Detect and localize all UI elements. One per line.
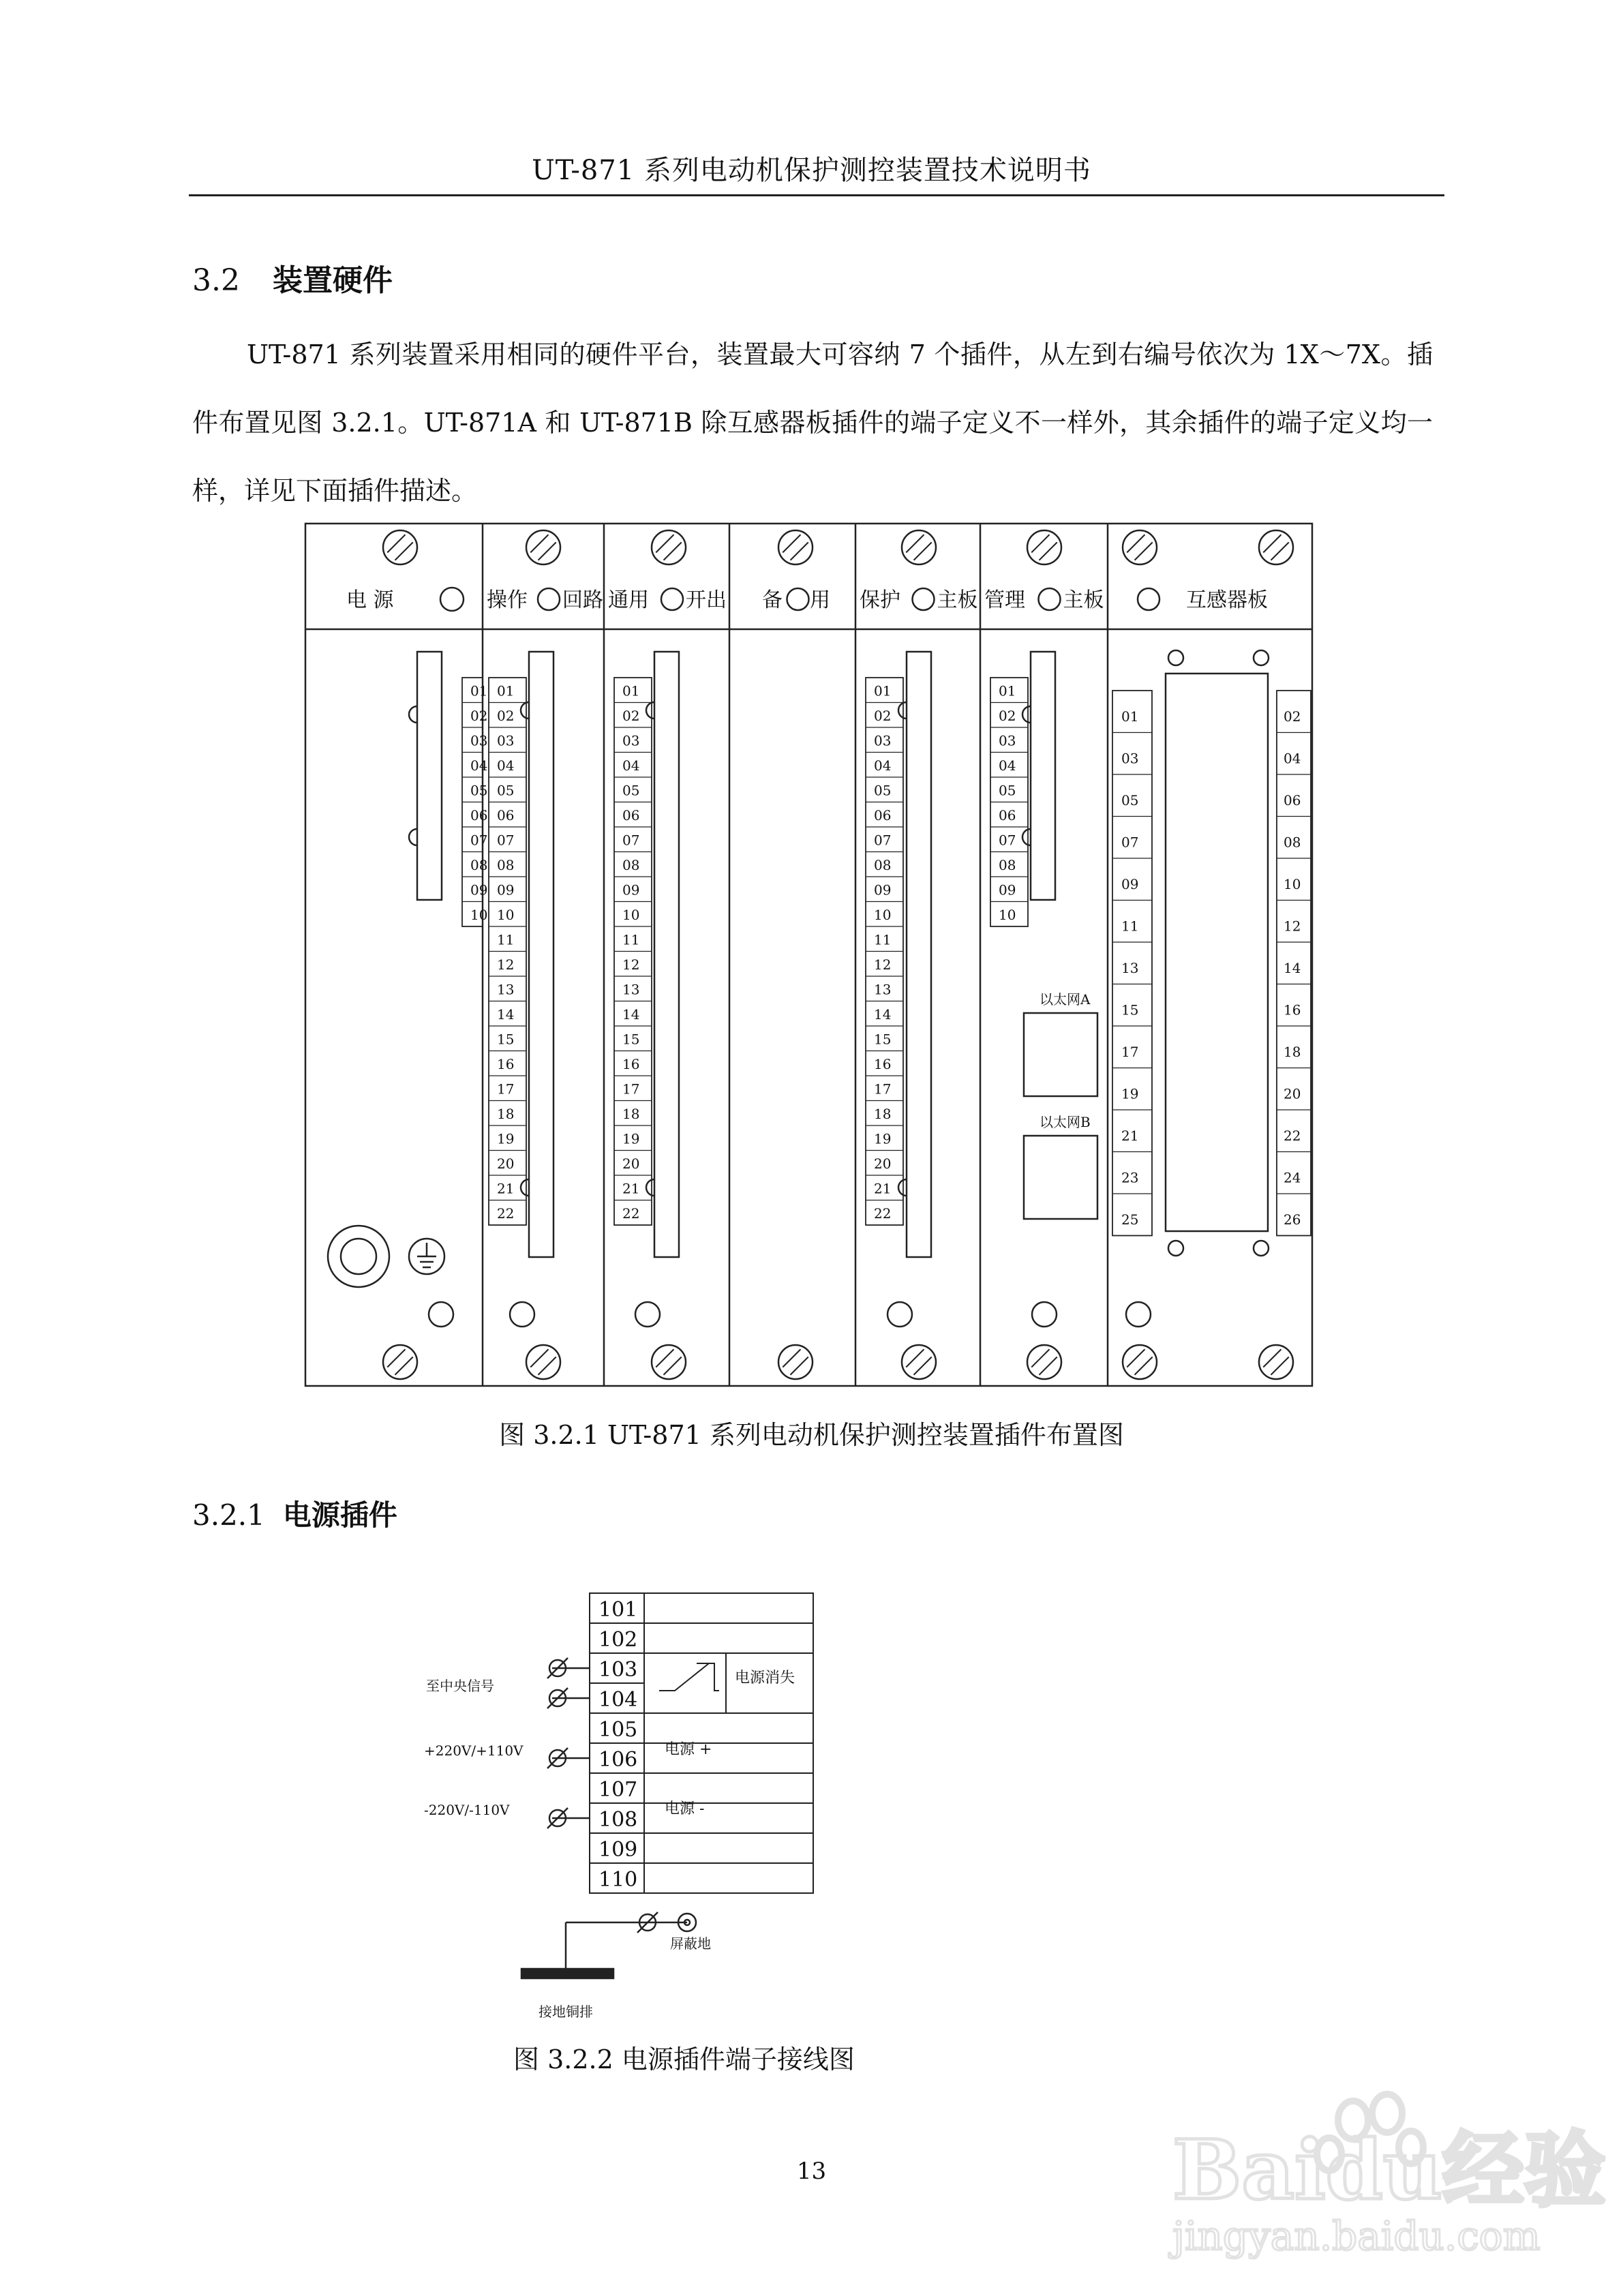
terminal-01: 01 bbox=[622, 682, 640, 699]
chassis-outline bbox=[305, 524, 1312, 1386]
terminal-08: 08 bbox=[1284, 834, 1301, 851]
led-indicator-icon bbox=[538, 588, 560, 610]
screw-icon bbox=[778, 530, 813, 564]
terminal-110: 110 bbox=[598, 1868, 638, 1892]
screw-icon bbox=[652, 1345, 686, 1379]
terminal-13: 13 bbox=[497, 981, 515, 998]
power-switch-icon bbox=[341, 1239, 376, 1274]
screw-head bbox=[383, 1345, 417, 1379]
terminal-03: 03 bbox=[999, 732, 1016, 749]
terminal-09: 09 bbox=[999, 881, 1016, 898]
terminal-05: 05 bbox=[497, 782, 515, 799]
subsection-heading bbox=[192, 1493, 397, 1534]
terminal-09: 09 bbox=[622, 881, 640, 898]
screw-icon bbox=[652, 530, 686, 564]
screw-slot bbox=[664, 543, 682, 560]
terminal-09: 09 bbox=[874, 881, 892, 898]
screw-slot bbox=[1263, 534, 1281, 552]
slot-label-operation-circuit: 操作 bbox=[487, 588, 528, 612]
positive-supply-label: +220V/+110V bbox=[424, 1742, 524, 1759]
terminal-06: 06 bbox=[999, 807, 1016, 824]
screw-slot bbox=[906, 1349, 924, 1367]
screw-head bbox=[1027, 1345, 1061, 1379]
screw-slot bbox=[387, 534, 405, 552]
screw-icon bbox=[1259, 1345, 1293, 1379]
screw-head bbox=[778, 530, 813, 564]
screw-icon bbox=[1259, 530, 1293, 564]
connector-body bbox=[654, 652, 679, 1257]
slot-label-spare: 备 bbox=[762, 588, 783, 612]
baidu-watermark bbox=[1159, 2086, 1606, 2263]
connector-notch bbox=[646, 1179, 654, 1196]
screw-icon bbox=[1027, 530, 1061, 564]
screw-slot bbox=[656, 534, 673, 552]
terminal-04: 04 bbox=[470, 757, 488, 774]
body-paragraph: UT-871 系列装置采用相同的硬件平台，装置最大可容纳 7 个插件，从左到右编号依次为 1X～7X。插件布置见图 3.2.1。UT-871A 和 UT-871B 除互感器板插件的端子定义不一样外，其余插件的端子定义均一样，详见下面插件描述。 bbox=[192, 339, 1433, 506]
terminal-01: 01 bbox=[999, 682, 1016, 699]
terminal-09: 09 bbox=[470, 881, 488, 898]
screw-head bbox=[902, 530, 936, 564]
screw-slot bbox=[1127, 534, 1144, 552]
screw-head bbox=[1027, 530, 1061, 564]
terminal-20: 20 bbox=[1284, 1085, 1301, 1102]
terminal-07: 07 bbox=[497, 832, 515, 849]
screw-slot bbox=[539, 1357, 556, 1375]
section-number: 3.2 bbox=[192, 263, 240, 298]
terminal-08: 08 bbox=[874, 857, 892, 873]
terminal-08: 08 bbox=[999, 857, 1016, 873]
terminal-08: 08 bbox=[497, 857, 515, 873]
screw-slot bbox=[1031, 1349, 1049, 1367]
terminal-11: 11 bbox=[1121, 918, 1139, 935]
chassis-contents bbox=[328, 530, 1311, 1379]
terminal-05: 05 bbox=[470, 782, 488, 799]
screw-icon bbox=[383, 530, 417, 564]
terminal-07: 07 bbox=[874, 832, 892, 849]
terminal-03: 03 bbox=[874, 732, 892, 749]
terminal-17: 17 bbox=[874, 1081, 892, 1098]
terminal-07: 07 bbox=[470, 832, 488, 849]
terminal-16: 16 bbox=[497, 1056, 515, 1072]
terminal-12: 12 bbox=[497, 956, 515, 973]
screw-head bbox=[1123, 1345, 1157, 1379]
section-heading bbox=[192, 256, 393, 299]
terminal-19: 19 bbox=[497, 1130, 515, 1147]
ground-copper-bus-icon bbox=[521, 1969, 613, 1978]
connector-body bbox=[529, 652, 553, 1257]
terminal-03: 03 bbox=[497, 732, 515, 749]
led-indicator-icon bbox=[1168, 1241, 1183, 1256]
terminal-14: 14 bbox=[497, 1006, 515, 1023]
terminal-10: 10 bbox=[1284, 876, 1301, 892]
terminal-22: 22 bbox=[622, 1205, 640, 1222]
terminal-10: 10 bbox=[622, 907, 640, 923]
terminal-01: 01 bbox=[874, 682, 892, 699]
terminal-21: 21 bbox=[497, 1180, 515, 1197]
terminal-11: 11 bbox=[622, 931, 640, 948]
connector-notch bbox=[409, 829, 417, 845]
ethernet-port-b bbox=[1024, 1136, 1097, 1219]
terminal-02: 02 bbox=[1284, 708, 1301, 725]
terminal-07: 07 bbox=[622, 832, 640, 849]
led-indicator-icon bbox=[1254, 1241, 1269, 1256]
screw-icon bbox=[1123, 1345, 1157, 1379]
terminal-07: 07 bbox=[999, 832, 1016, 849]
screw-slot bbox=[664, 1357, 682, 1375]
slot-label-protection-main: 主板 bbox=[937, 588, 978, 612]
ethernet-port-a bbox=[1024, 1013, 1097, 1096]
connector-body bbox=[417, 652, 442, 900]
led-indicator-icon bbox=[1138, 588, 1159, 610]
connector-body bbox=[1031, 652, 1055, 900]
power-positive-label: 电源 + bbox=[665, 1741, 712, 1758]
led-indicator-icon bbox=[1032, 1302, 1057, 1327]
screw-icon bbox=[778, 1345, 813, 1379]
slot-label-protection-main: 保护 bbox=[860, 588, 900, 612]
screw-head bbox=[1259, 530, 1293, 564]
slot-label-spare: 用 bbox=[810, 588, 830, 612]
screw-head bbox=[902, 1345, 936, 1379]
power-switch-icon bbox=[328, 1226, 389, 1287]
terminal-04: 04 bbox=[999, 757, 1016, 774]
terminal-05: 05 bbox=[999, 782, 1016, 799]
power-plugin-wiring-figure bbox=[416, 1568, 975, 2031]
terminal-01: 01 bbox=[497, 682, 515, 699]
led-indicator-icon bbox=[1168, 650, 1183, 665]
terminal-05: 05 bbox=[1121, 792, 1139, 809]
page-header-title: UT-871 系列电动机保护测控装置技术说明书 bbox=[532, 155, 1091, 186]
screw-head bbox=[526, 1345, 560, 1379]
plugin-layout-figure bbox=[300, 524, 1322, 1393]
terminal-16: 16 bbox=[1284, 1001, 1301, 1018]
terminal-06: 06 bbox=[470, 807, 488, 824]
terminal-15: 15 bbox=[1121, 1001, 1139, 1018]
terminal-05: 05 bbox=[622, 782, 640, 799]
terminal-18: 18 bbox=[1284, 1044, 1301, 1060]
screw-slot bbox=[1031, 534, 1049, 552]
terminal-06: 06 bbox=[622, 807, 640, 824]
ethernet-b-label: 以太网B bbox=[1040, 1114, 1091, 1130]
subsection-title: 电源插件 bbox=[282, 1498, 397, 1532]
terminal-108: 108 bbox=[598, 1808, 638, 1832]
terminal-22: 22 bbox=[1284, 1128, 1301, 1144]
watermark-url: jingyan.baidu.com bbox=[1172, 2213, 1541, 2259]
terminal-105: 105 bbox=[598, 1718, 638, 1742]
screw-slot bbox=[1135, 543, 1153, 560]
led-indicator-icon bbox=[787, 588, 809, 610]
terminal-06: 06 bbox=[497, 807, 515, 824]
terminal-103: 103 bbox=[598, 1658, 638, 1682]
terminal-24: 24 bbox=[1284, 1169, 1301, 1186]
terminal-20: 20 bbox=[622, 1155, 640, 1172]
terminal-104: 104 bbox=[598, 1688, 638, 1712]
screw-head bbox=[778, 1345, 813, 1379]
screw-icon bbox=[526, 1345, 560, 1379]
terminal-109: 109 bbox=[598, 1838, 638, 1862]
terminal-19: 19 bbox=[622, 1130, 640, 1147]
terminal-15: 15 bbox=[874, 1031, 892, 1048]
screw-head bbox=[1259, 1345, 1293, 1379]
screw-slot bbox=[656, 1349, 673, 1367]
screw-slot bbox=[1135, 1357, 1153, 1375]
terminal-22: 22 bbox=[497, 1205, 515, 1222]
terminal-14: 14 bbox=[874, 1006, 892, 1023]
terminal-17: 17 bbox=[497, 1081, 515, 1098]
led-indicator-icon bbox=[913, 588, 935, 610]
terminal-02: 02 bbox=[497, 708, 515, 724]
terminal-01: 01 bbox=[470, 682, 488, 699]
central-signal-label: 至中央信号 bbox=[426, 1678, 494, 1694]
terminal-06: 06 bbox=[874, 807, 892, 824]
screw-icon bbox=[383, 1345, 417, 1379]
screw-slot bbox=[530, 534, 548, 552]
led-indicator-icon bbox=[429, 1302, 453, 1327]
screw-icon bbox=[902, 530, 936, 564]
terminal-04: 04 bbox=[874, 757, 892, 774]
terminal-19: 19 bbox=[874, 1130, 892, 1147]
terminal-06: 06 bbox=[1284, 792, 1301, 809]
screw-slot bbox=[783, 1349, 800, 1367]
screw-slot bbox=[783, 534, 800, 552]
terminal-107: 107 bbox=[598, 1778, 638, 1802]
terminal-20: 20 bbox=[874, 1155, 892, 1172]
terminal-18: 18 bbox=[874, 1106, 892, 1122]
led-indicator-icon bbox=[440, 588, 464, 611]
terminal-08: 08 bbox=[622, 857, 640, 873]
screw-head bbox=[652, 1345, 686, 1379]
terminal-12: 12 bbox=[874, 956, 892, 973]
connector-notch bbox=[1022, 829, 1031, 845]
terminal-18: 18 bbox=[622, 1106, 640, 1122]
terminal-numbers bbox=[598, 1598, 637, 1892]
screw-icon bbox=[1123, 530, 1157, 564]
led-indicator-icon bbox=[661, 588, 683, 610]
power-loss-label: 电源消失 bbox=[735, 1670, 795, 1687]
terminal-106: 106 bbox=[598, 1748, 638, 1772]
connector-notch bbox=[898, 702, 907, 719]
screw-icon bbox=[902, 1345, 936, 1379]
terminal-02: 02 bbox=[622, 708, 640, 724]
terminal-19: 19 bbox=[1121, 1085, 1139, 1102]
subsection-number: 3.2.1 bbox=[192, 1498, 265, 1532]
slot-label-management-main: 管理 bbox=[984, 588, 1025, 612]
led-indicator-icon bbox=[1039, 588, 1061, 610]
terminal-09: 09 bbox=[1121, 876, 1139, 892]
terminal-25: 25 bbox=[1121, 1211, 1139, 1228]
shield-ground-label: 屏蔽地 bbox=[670, 1935, 711, 1952]
screw-head bbox=[652, 530, 686, 564]
connector-notch bbox=[1022, 706, 1031, 723]
terminal-03: 03 bbox=[470, 732, 488, 749]
terminal-17: 17 bbox=[622, 1081, 640, 1098]
terminal-04: 04 bbox=[497, 757, 515, 774]
terminal-10: 10 bbox=[497, 907, 515, 923]
power-negative-label: 电源 - bbox=[665, 1800, 705, 1817]
slot-label-transformer-board: 互感器板 bbox=[1186, 588, 1268, 612]
terminal-08: 08 bbox=[470, 857, 488, 873]
terminal-102: 102 bbox=[598, 1628, 638, 1652]
relay-contact-icon bbox=[659, 1663, 719, 1691]
screw-slot bbox=[1127, 1349, 1144, 1367]
terminal-13: 13 bbox=[874, 981, 892, 998]
ground-symbol bbox=[417, 1243, 436, 1267]
screw-slot bbox=[914, 543, 932, 560]
figure-2-caption: 图 3.2.2 电源插件端子接线图 bbox=[513, 2044, 855, 2074]
led-indicator-icon bbox=[635, 1302, 660, 1327]
terminal-21: 21 bbox=[1121, 1128, 1139, 1144]
screw-slot bbox=[387, 1349, 405, 1367]
led-indicator-icon bbox=[888, 1302, 912, 1327]
figure-1-caption: 图 3.2.1 UT-871 系列电动机保护测控装置插件布置图 bbox=[499, 1420, 1124, 1450]
screw-icon bbox=[1027, 1345, 1061, 1379]
screw-slot bbox=[1040, 543, 1057, 560]
terminal-20: 20 bbox=[497, 1155, 515, 1172]
terminal-03: 03 bbox=[622, 732, 640, 749]
screw-slot bbox=[1271, 1357, 1289, 1375]
screw-slot bbox=[395, 543, 413, 560]
led-indicator-icon bbox=[1254, 650, 1269, 665]
screw-slot bbox=[530, 1349, 548, 1367]
terminal-23: 23 bbox=[1121, 1169, 1139, 1186]
terminal-13: 13 bbox=[1121, 960, 1139, 976]
terminal-11: 11 bbox=[874, 931, 892, 948]
screw-icon bbox=[526, 530, 560, 564]
terminal-15: 15 bbox=[622, 1031, 640, 1048]
slot-label-general-output: 开出 bbox=[686, 588, 727, 612]
screw-head bbox=[526, 530, 560, 564]
terminal-12: 12 bbox=[622, 956, 640, 973]
section-title: 装置硬件 bbox=[272, 263, 393, 298]
terminal-04: 04 bbox=[1284, 750, 1301, 767]
screw-slot bbox=[906, 534, 924, 552]
terminal-07: 07 bbox=[1121, 834, 1139, 851]
connector-notch bbox=[409, 706, 417, 723]
page-number: 13 bbox=[796, 2158, 827, 2185]
terminal-26: 26 bbox=[1284, 1211, 1301, 1228]
terminal-01: 01 bbox=[1121, 708, 1139, 725]
terminal-11: 11 bbox=[497, 931, 515, 948]
connector-notch bbox=[521, 702, 529, 719]
terminal-12: 12 bbox=[1284, 918, 1301, 935]
terminal-16: 16 bbox=[622, 1056, 640, 1072]
screw-slot bbox=[395, 1357, 413, 1375]
slot-label-general-output: 通用 bbox=[608, 588, 649, 612]
terminal-13: 13 bbox=[622, 981, 640, 998]
terminal-22: 22 bbox=[874, 1205, 892, 1222]
terminal-18: 18 bbox=[497, 1106, 515, 1122]
terminal-10: 10 bbox=[470, 907, 488, 923]
header-rule bbox=[189, 194, 1444, 196]
screw-slot bbox=[791, 1357, 808, 1375]
led-indicator-icon bbox=[1126, 1302, 1151, 1327]
connector-notch bbox=[646, 702, 654, 719]
terminal-02: 02 bbox=[999, 708, 1016, 724]
terminal-16: 16 bbox=[874, 1056, 892, 1072]
led-indicator-icon bbox=[510, 1302, 534, 1327]
terminal-02: 02 bbox=[874, 708, 892, 724]
ground-bus-label: 接地铜排 bbox=[539, 2004, 593, 2020]
slot-label-power: 电 源 bbox=[346, 588, 394, 612]
screw-slot bbox=[1263, 1349, 1281, 1367]
terminal-17: 17 bbox=[1121, 1044, 1139, 1060]
connector-notch bbox=[521, 1179, 529, 1196]
screw-slot bbox=[539, 543, 556, 560]
negative-supply-label: -220V/-110V bbox=[424, 1802, 510, 1818]
screw-slot bbox=[914, 1357, 932, 1375]
terminal-09: 09 bbox=[497, 881, 515, 898]
terminal-21: 21 bbox=[622, 1180, 640, 1197]
screw-slot bbox=[791, 543, 808, 560]
terminal-101: 101 bbox=[598, 1598, 638, 1622]
terminal-03: 03 bbox=[1121, 750, 1139, 767]
connector-notch bbox=[898, 1179, 907, 1196]
terminal-10: 10 bbox=[874, 907, 892, 923]
terminal-14: 14 bbox=[1284, 960, 1301, 976]
screw-slot bbox=[1271, 543, 1289, 560]
slot-label-operation-circuit: 回路 bbox=[562, 588, 603, 612]
screw-head bbox=[1123, 530, 1157, 564]
terminal-05: 05 bbox=[874, 782, 892, 799]
terminal-04: 04 bbox=[622, 757, 640, 774]
watermark-brand: Baidu经验 bbox=[1172, 2122, 1606, 2218]
screw-slot bbox=[1040, 1357, 1057, 1375]
screw-head bbox=[383, 530, 417, 564]
ethernet-a-label: 以太网A bbox=[1040, 991, 1091, 1008]
transformer-connector-body bbox=[1166, 674, 1268, 1231]
terminal-02: 02 bbox=[470, 708, 488, 724]
slot-label-management-main: 主板 bbox=[1063, 588, 1104, 612]
terminal-14: 14 bbox=[622, 1006, 640, 1023]
terminal-15: 15 bbox=[497, 1031, 515, 1048]
chassis-frame bbox=[305, 524, 1312, 1386]
connector-body bbox=[907, 652, 931, 1257]
terminal-21: 21 bbox=[874, 1180, 892, 1197]
terminal-10: 10 bbox=[999, 907, 1016, 923]
